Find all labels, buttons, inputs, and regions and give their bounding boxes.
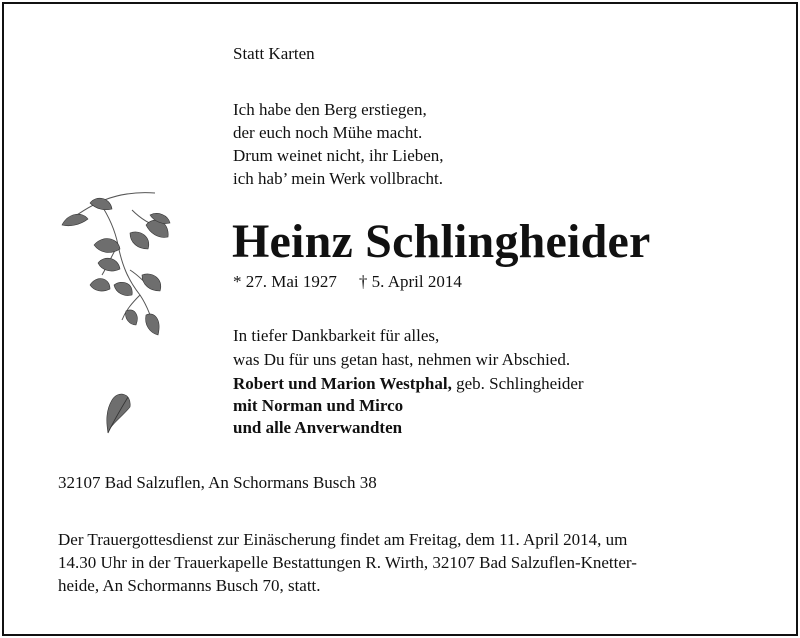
family-line-2: mit Norman und Mirco bbox=[233, 396, 404, 415]
family-names: Robert und Marion Westphal, bbox=[233, 374, 452, 393]
family-line-3: und alle Anverwandten bbox=[233, 418, 403, 437]
poem-line: der euch noch Mühe macht. bbox=[233, 123, 423, 142]
life-dates bbox=[233, 272, 462, 292]
thanks-line: In tiefer Dankbarkeit für alles, bbox=[233, 326, 440, 345]
birth-date: * 27. Mai 1927 bbox=[233, 272, 337, 291]
family-signature bbox=[233, 373, 584, 439]
thanks-text bbox=[233, 324, 570, 372]
death-date: † 5. April 2014 bbox=[358, 272, 462, 291]
falling-leaf-icon bbox=[107, 394, 130, 433]
service-line: heide, An Schormanns Busch 70, statt. bbox=[58, 576, 321, 595]
statt-karten: Statt Karten bbox=[233, 44, 315, 63]
poem bbox=[233, 98, 444, 190]
service-info bbox=[58, 528, 637, 597]
deceased-name: Heinz Schlingheider bbox=[232, 215, 651, 268]
poem-line: ich hab’ mein Werk vollbracht. bbox=[233, 169, 443, 188]
address: 32107 Bad Salzuflen, An Schormans Busch 38 bbox=[58, 473, 377, 492]
poem-line: Ich habe den Berg erstiegen, bbox=[233, 100, 427, 119]
service-line: Der Trauergottesdienst zur Einäscherung findet am Freitag, dem 11. April 2014, um bbox=[58, 530, 628, 549]
poem-line: Drum weinet nicht, ihr Lieben, bbox=[233, 146, 444, 165]
service-line: 14.30 Uhr in der Trauerkapelle Bestattungen R. Wirth, 32107 Bad Salzuflen-Knetter- bbox=[58, 553, 637, 572]
maiden-name: geb. Schlingheider bbox=[451, 374, 584, 393]
family-line-1 bbox=[233, 373, 584, 395]
thanks-line: was Du für uns getan hast, nehmen wir Abschied. bbox=[233, 350, 571, 369]
birch-branch-icon bbox=[60, 185, 190, 435]
